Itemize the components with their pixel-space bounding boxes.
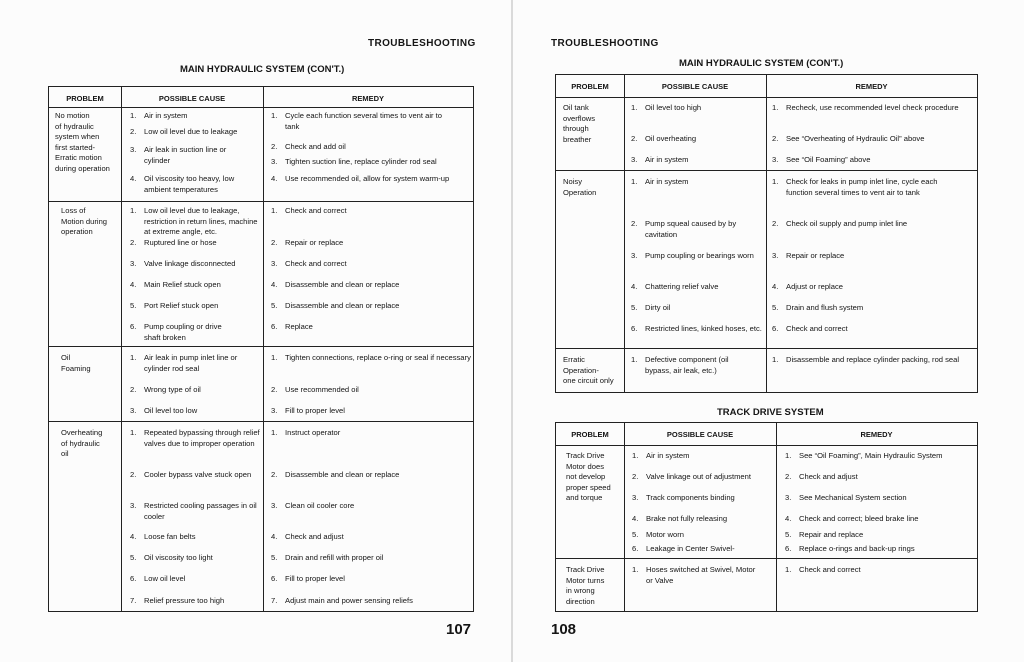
- table-header: [556, 423, 977, 446]
- row-divider: [49, 421, 473, 422]
- cause-item: [130, 111, 261, 122]
- item-number: 4.: [271, 532, 278, 541]
- remedy-item: [785, 530, 975, 541]
- remedy-item: [271, 259, 471, 270]
- item-number: 5.: [271, 301, 278, 310]
- problem-cell: Oil tank overflows through breather: [563, 103, 596, 144]
- cause-text: Hoses switched at Swivel, Motor or Valve: [646, 565, 756, 585]
- remedy-item: [271, 406, 471, 417]
- item-number: 5.: [130, 553, 137, 562]
- remedy-text: Repair and replace: [799, 530, 864, 539]
- cause-text: Low oil level due to leakage, restriction in return lines, machine at extreme angle, etc.: [144, 206, 258, 236]
- problem-cell: Track Drive Motor turns in wrong direction: [566, 565, 605, 606]
- remedy-item: [772, 177, 947, 198]
- item-number: 5.: [271, 553, 278, 562]
- item-number: 4.: [632, 514, 639, 523]
- column-divider: [121, 87, 122, 611]
- item-number: 1.: [130, 111, 137, 120]
- cause-item: [130, 532, 261, 543]
- remedy-item: [271, 280, 471, 291]
- cause-text: Port Relief stuck open: [144, 301, 219, 310]
- cause-item: [631, 103, 764, 114]
- cause-text: Low oil level due to leakage: [144, 127, 238, 136]
- item-number: 2.: [130, 385, 137, 394]
- remedy-text: Use recommended oil: [285, 385, 359, 394]
- cause-text: Restricted lines, kinked hoses, etc.: [645, 324, 762, 333]
- item-number: 4.: [772, 282, 779, 291]
- item-number: 2.: [631, 219, 638, 228]
- cause-text: Relief pressure too high: [144, 596, 225, 605]
- remedy-item: [271, 501, 471, 512]
- item-number: 1.: [130, 428, 137, 437]
- cause-text: Oil level too high: [645, 103, 702, 112]
- remedy-text: Check for leaks in pump inlet line, cycle each function several times to vent air to tank: [786, 177, 938, 197]
- remedy-text: Disassemble and clean or replace: [285, 280, 400, 289]
- cause-item: [130, 574, 261, 585]
- item-number: 2.: [130, 127, 137, 136]
- item-number: 1.: [271, 111, 278, 120]
- item-number: 3.: [271, 157, 278, 166]
- cause-text: Low oil level: [144, 574, 186, 583]
- cause-text: Pump squeal caused by by cavitation: [645, 219, 737, 239]
- remedy-text: Use recommended oil, allow for system warm-up: [285, 174, 450, 183]
- item-number: 3.: [271, 501, 278, 510]
- cause-text: Cooler bypass valve stuck open: [144, 470, 252, 479]
- remedy-item: [785, 472, 975, 483]
- item-number: 2.: [772, 219, 779, 228]
- cause-text: Motor worn: [646, 530, 684, 539]
- cause-item: [130, 127, 261, 138]
- cause-text: Air in system: [144, 111, 188, 120]
- table-header: [49, 87, 473, 108]
- remedy-item: [271, 301, 471, 312]
- cause-text: Pump coupling or drive shaft broken: [144, 322, 222, 342]
- cause-text: Air in system: [645, 177, 689, 186]
- item-number: 4.: [130, 174, 137, 183]
- cause-item: [130, 238, 261, 249]
- cause-text: Restricted cooling passages in oil cooler: [144, 501, 257, 521]
- cause-text: Pump coupling or bearings worn: [645, 251, 754, 260]
- problem-cell: No motion of hydraulic system when first started- Erratic motion during operation: [55, 111, 110, 173]
- column-header-possible-cause: POSSIBLE CAUSE: [158, 94, 226, 103]
- column-header-possible-cause: POSSIBLE CAUSE: [666, 430, 734, 439]
- item-number: 3.: [631, 155, 638, 164]
- remedy-text: Replace: [285, 322, 313, 331]
- left-page: [0, 0, 511, 662]
- item-number: 6.: [785, 544, 792, 553]
- remedy-text: Disassemble and clean or replace: [285, 301, 400, 310]
- column-header-remedy: REMEDY: [860, 430, 893, 439]
- cause-item: [130, 280, 261, 291]
- cause-item: [631, 324, 766, 335]
- item-number: 6.: [271, 574, 278, 583]
- remedy-text: Adjust main and power sensing reliefs: [285, 596, 413, 605]
- cause-text: Dirty oil: [645, 303, 671, 312]
- page-header: TROUBLESHOOTING: [551, 38, 659, 49]
- remedy-item: [772, 251, 975, 262]
- cause-item: [130, 385, 261, 396]
- cause-item: [130, 553, 261, 564]
- remedy-item: [772, 134, 975, 145]
- item-number: 3.: [130, 259, 137, 268]
- column-divider: [263, 87, 264, 611]
- item-number: 4.: [785, 514, 792, 523]
- cause-item: [130, 596, 261, 607]
- item-number: 3.: [130, 145, 137, 154]
- item-number: 6.: [772, 324, 779, 333]
- column-header-problem: PROBLEM: [66, 94, 104, 103]
- item-number: 7.: [271, 596, 278, 605]
- cause-item: [130, 470, 261, 481]
- remedy-item: [271, 428, 471, 439]
- item-number: 1.: [632, 565, 639, 574]
- item-number: 5.: [631, 303, 638, 312]
- remedy-item: [271, 322, 471, 333]
- page-number: 107: [446, 621, 472, 638]
- remedy-text: Instruct operator: [285, 428, 341, 437]
- remedy-item: [785, 544, 975, 555]
- item-number: 5.: [772, 303, 779, 312]
- cause-item: [631, 219, 749, 240]
- column-header-problem: PROBLEM: [571, 430, 609, 439]
- cause-text: Main Relief stuck open: [144, 280, 221, 289]
- item-number: 3.: [631, 251, 638, 260]
- item-number: 6.: [130, 574, 137, 583]
- row-divider: [556, 170, 977, 171]
- remedy-item: [772, 219, 975, 230]
- item-number: 4.: [271, 174, 278, 183]
- remedy-item: [271, 111, 451, 132]
- remedy-item: [271, 596, 471, 607]
- column-divider: [624, 75, 625, 392]
- cause-item: [632, 472, 774, 483]
- column-header-problem: PROBLEM: [571, 82, 609, 91]
- remedy-text: Repair or replace: [285, 238, 344, 247]
- remedy-item: [772, 355, 975, 366]
- remedy-text: Adjust or replace: [786, 282, 843, 291]
- column-divider: [624, 423, 625, 611]
- item-number: 2.: [271, 142, 278, 151]
- item-number: 1.: [785, 565, 792, 574]
- cause-text: Track components binding: [646, 493, 735, 502]
- item-number: 1.: [785, 451, 792, 460]
- item-number: 2.: [130, 470, 137, 479]
- page-header: TROUBLESHOOTING: [368, 38, 476, 49]
- remedy-item: [271, 238, 471, 249]
- row-divider: [556, 348, 977, 349]
- remedy-item: [271, 174, 471, 185]
- remedy-text: Recheck, use recommended level check procedure: [786, 103, 959, 112]
- remedy-text: See Mechanical System section: [799, 493, 907, 502]
- item-number: 1.: [130, 353, 137, 362]
- troubleshooting-table: [48, 86, 474, 612]
- item-number: 2.: [271, 385, 278, 394]
- cause-text: Oil overheating: [645, 134, 697, 143]
- item-number: 1.: [631, 355, 638, 364]
- cause-item: [130, 353, 261, 374]
- cause-text: Valve linkage disconnected: [144, 259, 236, 268]
- remedy-text: Check and adjust: [799, 472, 858, 481]
- remedy-text: Fill to proper level: [285, 406, 345, 415]
- cause-item: [130, 206, 261, 238]
- remedy-item: [271, 157, 471, 168]
- problem-cell: Track Drive Motor does not develop proper speed and torque: [566, 451, 611, 502]
- remedy-item: [271, 353, 471, 364]
- item-number: 3.: [130, 501, 137, 510]
- item-number: 6.: [130, 322, 137, 331]
- problem-cell: Oil Foaming: [61, 353, 91, 373]
- item-number: 3.: [271, 259, 278, 268]
- cause-text: Brake not fully releasing: [646, 514, 728, 523]
- cause-item: [631, 134, 764, 145]
- item-number: 1.: [631, 103, 638, 112]
- cause-item: [130, 174, 261, 195]
- cause-text: Loose fan belts: [144, 532, 196, 541]
- cause-item: [130, 259, 261, 270]
- item-number: 1.: [772, 103, 779, 112]
- remedy-item: [271, 142, 471, 153]
- row-divider: [49, 346, 473, 347]
- remedy-item: [785, 493, 975, 504]
- item-number: 4.: [130, 280, 137, 289]
- cause-text: Wrong type of oil: [144, 385, 201, 394]
- item-number: 1.: [772, 355, 779, 364]
- remedy-text: Check and correct: [285, 206, 347, 215]
- remedy-text: Check and correct; bleed brake line: [799, 514, 919, 523]
- remedy-text: Cycle each function several times to vent air to tank: [285, 111, 443, 131]
- remedy-text: Tighten suction line, replace cylinder rod seal: [285, 157, 437, 166]
- cause-text: Defective component (oil bypass, air leak, etc.): [645, 355, 729, 375]
- remedy-text: See “Oil Foaming” above: [786, 155, 871, 164]
- item-number: 6.: [271, 322, 278, 331]
- remedy-item: [271, 574, 471, 585]
- remedy-item: [772, 282, 975, 293]
- remedy-item: [772, 324, 975, 335]
- item-number: 1.: [631, 177, 638, 186]
- item-number: 3.: [772, 251, 779, 260]
- column-header-possible-cause: POSSIBLE CAUSE: [661, 82, 729, 91]
- remedy-text: Repair or replace: [786, 251, 845, 260]
- cause-item: [130, 145, 248, 166]
- item-number: 3.: [772, 155, 779, 164]
- item-number: 2.: [785, 472, 792, 481]
- troubleshooting-table: [555, 74, 978, 393]
- cause-text: Air leak in suction line or cylinder: [144, 145, 227, 165]
- page-number: 108: [551, 621, 577, 638]
- item-number: 5.: [785, 530, 792, 539]
- cause-item: [130, 322, 240, 343]
- cause-item: [632, 451, 774, 462]
- remedy-item: [271, 206, 471, 217]
- cause-item: [631, 282, 764, 293]
- item-number: 3.: [632, 493, 639, 502]
- remedy-text: Replace o-rings and back-up rings: [799, 544, 915, 553]
- item-number: 2.: [271, 470, 278, 479]
- remedy-item: [271, 553, 471, 564]
- cause-item: [130, 501, 261, 522]
- item-number: 3.: [785, 493, 792, 502]
- cause-text: Air in system: [645, 155, 689, 164]
- remedy-item: [772, 303, 975, 314]
- item-number: 2.: [772, 134, 779, 143]
- item-number: 3.: [130, 406, 137, 415]
- cause-item: [632, 530, 774, 541]
- cause-text: Oil level too low: [144, 406, 198, 415]
- cause-item: [632, 565, 757, 586]
- remedy-text: Check and adjust: [285, 532, 344, 541]
- cause-item: [632, 514, 774, 525]
- remedy-text: Disassemble and clean or replace: [285, 470, 400, 479]
- remedy-text: Check and correct: [786, 324, 848, 333]
- cause-text: Leakage in Center Swivel-: [646, 544, 735, 553]
- remedy-text: Check and correct: [285, 259, 347, 268]
- cause-text: Repeated bypassing through relief valves due to improper operation: [144, 428, 260, 448]
- cause-item: [130, 406, 261, 417]
- item-number: 4.: [130, 532, 137, 541]
- problem-cell: Noisy Operation: [563, 177, 597, 197]
- item-number: 4.: [631, 282, 638, 291]
- cause-text: Air leak in pump inlet line or cylinder rod seal: [144, 353, 238, 373]
- cause-item: [631, 303, 764, 314]
- right-page: [513, 0, 1024, 662]
- column-divider: [776, 423, 777, 611]
- track-drive-table: [555, 422, 978, 612]
- cause-text: Air in system: [646, 451, 690, 460]
- section-title: TRACK DRIVE SYSTEM: [717, 407, 824, 418]
- cause-item: [632, 544, 774, 555]
- problem-cell: Loss of Motion during operation: [61, 206, 108, 236]
- cause-text: Oil viscosity too light: [144, 553, 213, 562]
- remedy-item: [271, 385, 471, 396]
- remedy-text: Check and add oil: [285, 142, 346, 151]
- remedy-item: [271, 470, 471, 481]
- cause-item: [631, 355, 756, 376]
- cause-item: [631, 251, 764, 262]
- item-number: 1.: [271, 428, 278, 437]
- item-number: 6.: [632, 544, 639, 553]
- problem-cell: Erratic Operation- one circuit only: [563, 355, 614, 385]
- cause-item: [632, 493, 774, 504]
- row-divider: [49, 201, 473, 202]
- item-number: 2.: [130, 238, 137, 247]
- remedy-text: See “Overheating of Hydraulic Oil” above: [786, 134, 925, 143]
- remedy-text: Clean oil cooler core: [285, 501, 355, 510]
- remedy-text: Check and correct: [799, 565, 861, 574]
- item-number: 7.: [130, 596, 137, 605]
- remedy-text: See “Oil Foaming”, Main Hydraulic System: [799, 451, 943, 460]
- item-number: 1.: [130, 206, 137, 215]
- remedy-item: [772, 155, 975, 166]
- item-number: 1.: [271, 206, 278, 215]
- item-number: 1.: [632, 451, 639, 460]
- item-number: 1.: [772, 177, 779, 186]
- item-number: 6.: [631, 324, 638, 333]
- column-header-remedy: REMEDY: [351, 94, 385, 103]
- item-number: 2.: [631, 134, 638, 143]
- column-divider: [766, 75, 767, 392]
- item-number: 3.: [271, 406, 278, 415]
- remedy-text: Tighten connections, replace o-ring or seal if necessary: [285, 353, 471, 362]
- cause-text: Valve linkage out of adjustment: [646, 472, 751, 481]
- cause-item: [631, 177, 764, 188]
- cause-text: Ruptured line or hose: [144, 238, 217, 247]
- section-title: MAIN HYDRAULIC SYSTEM (CON'T.): [180, 64, 345, 75]
- problem-cell: Overheating of hydraulic oil: [61, 428, 103, 458]
- remedy-text: Drain and refill with proper oil: [285, 553, 384, 562]
- item-number: 1.: [271, 353, 278, 362]
- remedy-text: Disassemble and replace cylinder packing, rod seal: [786, 355, 960, 364]
- cause-item: [130, 301, 261, 312]
- remedy-item: [785, 451, 975, 462]
- item-number: 2.: [632, 472, 639, 481]
- column-header-remedy: REMEDY: [855, 82, 888, 91]
- cause-item: [130, 428, 261, 449]
- item-number: 4.: [271, 280, 278, 289]
- item-number: 2.: [271, 238, 278, 247]
- remedy-text: Fill to proper level: [285, 574, 345, 583]
- remedy-item: [271, 532, 471, 543]
- cause-item: [631, 155, 764, 166]
- remedy-text: Check oil supply and pump inlet line: [786, 219, 908, 228]
- remedy-text: Drain and flush system: [786, 303, 864, 312]
- item-number: 5.: [632, 530, 639, 539]
- row-divider: [556, 558, 977, 559]
- remedy-item: [785, 565, 975, 576]
- cause-text: Oil viscosity too heavy, low ambient temperatures: [144, 174, 235, 194]
- item-number: 5.: [130, 301, 137, 310]
- remedy-item: [772, 103, 975, 114]
- remedy-item: [785, 514, 975, 525]
- section-title: MAIN HYDRAULIC SYSTEM (CON'T.): [679, 58, 844, 69]
- cause-text: Chattering relief valve: [645, 282, 719, 291]
